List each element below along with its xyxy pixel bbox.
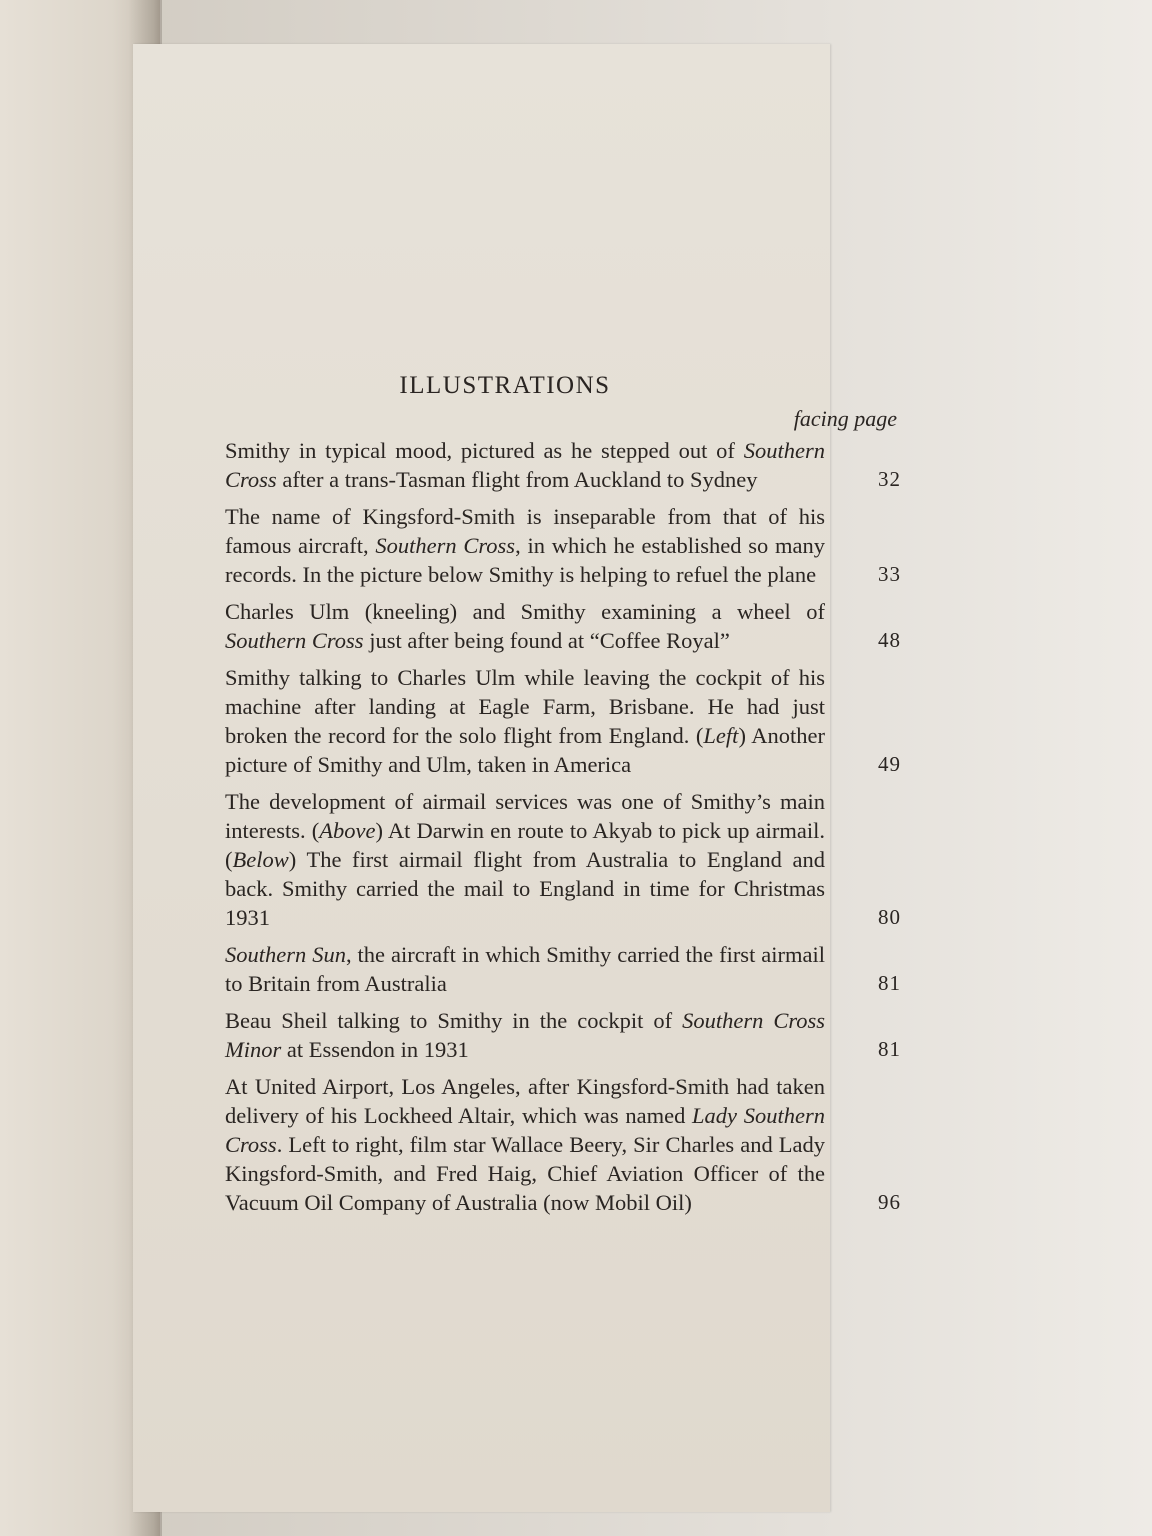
entry-caption xyxy=(225,1006,825,1064)
entry-page-number: 96 xyxy=(878,1190,901,1214)
entry-page-number: 81 xyxy=(878,971,901,995)
caption-text: , in which he established so many records. In the picture below Smithy is helping to refuel the plane xyxy=(225,533,825,587)
caption-text: . Left to right, film star Wallace Beery, Sir Charles and Lady Kingsford-Smith, and Fred Haig, Chief Aviation Officer of the Vacuum Oil Company of Australia (now Mobil Oil) xyxy=(225,1132,825,1215)
caption-italic-text: Lady Southern Cross xyxy=(225,1103,826,1157)
illustration-entry xyxy=(225,436,901,494)
entry-caption xyxy=(225,502,825,589)
entry-caption xyxy=(225,940,825,998)
caption-italic-text: Southern Cross xyxy=(375,533,516,558)
caption-text: At United Airport, Los Angeles, after Kingsford-Smith had taken delivery of his Lockheed Altair, which was named xyxy=(225,1074,825,1128)
caption-text: The name of Kingsford-Smith is inseparable from that of his famous aircraft, xyxy=(225,504,825,558)
caption-text: Charles Ulm (kneeling) and Smithy examining a wheel of xyxy=(225,599,825,624)
illustration-entry xyxy=(225,1072,901,1217)
page-heading: ILLUSTRATIONS xyxy=(399,372,611,399)
caption-text: just after being found at “Coffee Royal” xyxy=(363,628,730,653)
entry-page-number: 48 xyxy=(878,628,901,652)
entry-page-number: 81 xyxy=(878,1037,901,1061)
illustration-entries xyxy=(225,436,905,1217)
illustration-entry xyxy=(225,663,901,779)
caption-italic-text: Southern Cross Minor xyxy=(225,1008,826,1062)
caption-text: , the aircraft in which Smithy carried the first airmail to Britain from Australia xyxy=(225,942,825,996)
caption-text: at Essendon in 1931 xyxy=(281,1037,469,1062)
caption-text: ) At Darwin en route to Akyab to pick up airmail. ( xyxy=(225,818,825,872)
illustration-entry xyxy=(225,940,901,998)
entry-page-number: 80 xyxy=(878,905,901,929)
caption-text: Smithy in typical mood, pictured as he stepped out of xyxy=(225,438,744,463)
entry-page-number: 32 xyxy=(878,467,901,491)
caption-text: Smithy talking to Charles Ulm while leaving the cockpit of his machine after landing at Eagle Farm, Brisbane. He had just broken the record for the solo flight from England. ( xyxy=(225,665,825,748)
entry-caption xyxy=(225,663,825,779)
caption-italic-text: Southern Cross xyxy=(225,628,364,653)
entry-caption xyxy=(225,1072,825,1217)
entry-page-number: 49 xyxy=(878,752,901,776)
facing-page-label: facing page xyxy=(793,406,897,431)
caption-text: Beau Sheil talking to Smithy in the cockpit of xyxy=(225,1008,683,1033)
entry-caption xyxy=(225,436,825,494)
entry-page-number: 33 xyxy=(878,562,901,586)
caption-text: ) The first airmail flight from Australia to England and back. Smithy carried the mail to England in time for Christmas 1931 xyxy=(225,847,825,930)
caption-text: The development of airmail services was one of Smithy’s main interests. ( xyxy=(225,789,825,843)
caption-italic-text: Southern Sun xyxy=(225,942,346,967)
illustrations-list-page xyxy=(225,372,905,1225)
illustration-entry xyxy=(225,787,901,932)
caption-italic-text: Left xyxy=(703,723,739,748)
caption-italic-text: Below xyxy=(232,847,289,872)
illustration-entry xyxy=(225,597,901,655)
entry-caption xyxy=(225,787,825,932)
illustration-entry xyxy=(225,502,901,589)
caption-italic-text: Above xyxy=(319,818,376,843)
illustration-entry xyxy=(225,1006,901,1064)
caption-italic-text: Southern Cross xyxy=(225,438,825,492)
caption-text: ) Another picture of Smithy and Ulm, taken in America xyxy=(225,723,825,777)
entry-caption xyxy=(225,597,825,655)
caption-text: after a trans-Tasman flight from Auckland to Sydney xyxy=(276,467,758,492)
